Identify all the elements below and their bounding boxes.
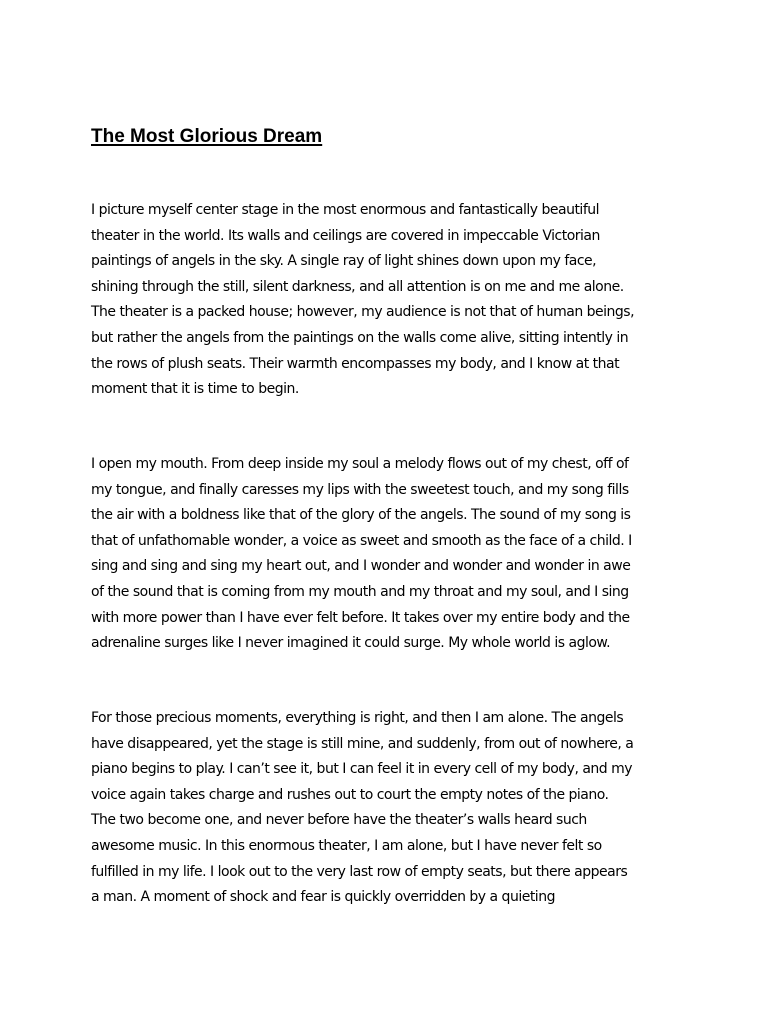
paragraph-line: The theater is a packed house; however, my audience is not that of human beings,	[91, 304, 635, 321]
paragraph-line: with more power than I have ever felt before. It takes over my entire body and the	[91, 609, 630, 626]
paragraph-line: fulfilled in my life. I look out to the very last row of empty seats, but there appears	[91, 863, 628, 880]
paragraph-line: shining through the still, silent darkness, and all attention is on me and me alone.	[91, 278, 624, 295]
paragraph-3	[91, 706, 633, 911]
paragraph-2	[91, 452, 632, 657]
paragraph-line: the air with a boldness like that of the glory of the angels. The sound of my song is	[91, 507, 631, 524]
paragraph-line: moment that it is time to begin.	[91, 381, 299, 398]
paragraph-line: my tongue, and finally caresses my lips with the sweetest touch, and my song fills	[91, 481, 629, 498]
paragraph-line: the rows of plush seats. Their warmth encompasses my body, and I know at that	[91, 355, 620, 372]
document-title: The Most Glorious Dream	[91, 126, 323, 147]
paragraph-line: but rather the angels from the paintings on the walls come alive, sitting intently in	[91, 329, 629, 346]
paragraph-line: I picture myself center stage in the most enormous and fantastically beautiful	[91, 202, 600, 218]
paragraph-line: For those precious moments, everything is right, and then I am alone. The angels	[91, 710, 624, 726]
paragraph-line: piano begins to play. I can’t see it, but I can feel it in every cell of my body, and my	[91, 761, 633, 778]
paragraph-line: have disappeared, yet the stage is still mine, and suddenly, from out of nowhere, a	[91, 735, 634, 752]
paragraph-line: I open my mouth. From deep inside my soul a melody flows out of my chest, off of	[91, 456, 629, 472]
paragraph-1	[91, 198, 634, 403]
paragraph-line: of the sound that is coming from my mouth and my throat and my soul, and I sing	[91, 583, 629, 600]
paragraph-line: paintings of angels in the sky. A single ray of light shines down upon my face,	[91, 253, 597, 270]
paragraph-line: sing and sing and sing my heart out, and I wonder and wonder and wonder in awe	[91, 558, 631, 575]
paragraph-line: The two become one, and never before have the theater’s walls heard such	[91, 812, 587, 829]
paragraph-line: adrenaline surges like I never imagined it could surge. My whole world is aglow.	[91, 635, 611, 652]
paragraph-line: theater in the world. Its walls and ceilings are covered in impeccable Victorian	[91, 227, 600, 244]
paragraph-line: a man. A moment of shock and fear is quickly overridden by a quieting	[91, 889, 555, 906]
paragraph-line: that of unfathomable wonder, a voice as sweet and smooth as the face of a child. I	[91, 532, 632, 549]
paragraph-line: awesome music. In this enormous theater, I am alone, but I have never felt so	[91, 837, 602, 854]
paragraph-line: voice again takes charge and rushes out to court the empty notes of the piano.	[91, 786, 609, 803]
